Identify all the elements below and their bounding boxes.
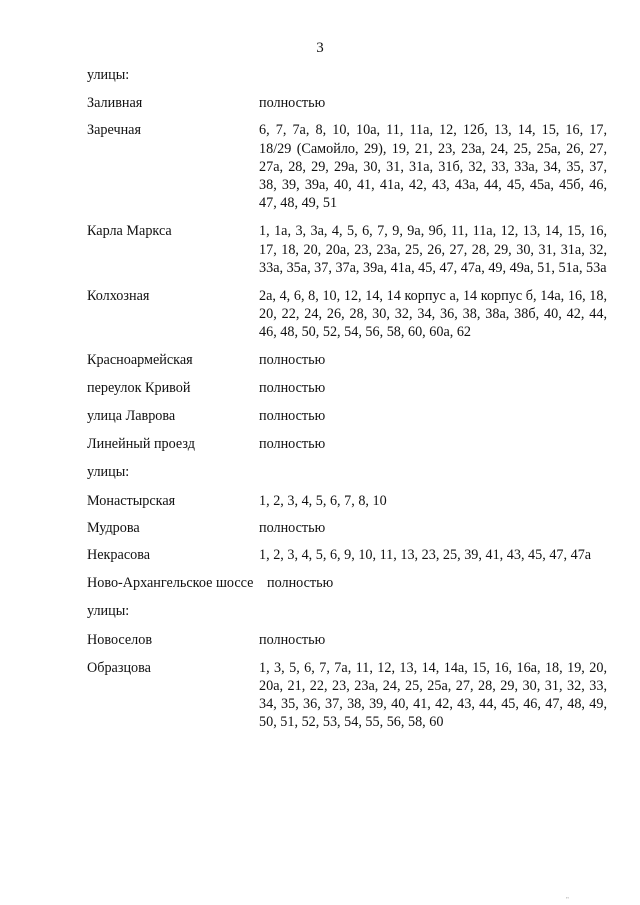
house-numbers: полностью bbox=[267, 575, 334, 592]
street-row-lineyny-proezd bbox=[87, 435, 607, 453]
house-numbers: 1, 3, 5, 6, 7, 7а, 11, 12, 13, 14, 14а, 15, 16, 16а, 18, 19, 20, 20а, 21, 22, 23, 23а, 24, 25, 25а, 27, 28, 29, 30, 31, 32, 33, 34, 35, 36, 37, 38, 39, 40, 41, 42, 43, 44, 45, 46, 47, 48, 49, 50, 51, 52, 53, 54, 55, 56, 58, 60 bbox=[259, 659, 607, 731]
street-row-nekrasova bbox=[87, 546, 607, 564]
street-list bbox=[87, 66, 607, 732]
house-numbers: полностью bbox=[259, 408, 326, 425]
section-label: улицы: bbox=[87, 603, 130, 620]
street-name: Монастырская bbox=[87, 492, 176, 509]
street-row-mudrova bbox=[87, 519, 607, 537]
section-label: улицы: bbox=[87, 464, 130, 481]
house-numbers: полностью bbox=[259, 379, 326, 396]
street-name: Колхозная bbox=[87, 288, 150, 305]
street-row-novoselov bbox=[87, 631, 607, 649]
house-numbers: полностью bbox=[259, 631, 326, 648]
house-numbers: 1, 1а, 3, 3а, 4, 5, 6, 7, 9, 9а, 9б, 11, 11а, 12, 13, 14, 15, 16, 17, 18, 20, 20а, 23, 23а, 25, 26, 27, 28, 29, 30, 31, 31а, 32, 33а, 35а, 37, 37а, 39а, 41а, 45, 47, 47а, 49, 49а, 51, 51а, 53а bbox=[259, 223, 607, 276]
street-name: Мудрова bbox=[87, 519, 140, 536]
street-name: Образцова bbox=[87, 659, 151, 676]
street-name: Заливная bbox=[87, 95, 143, 112]
house-numbers: полностью bbox=[259, 351, 326, 368]
street-name: Линейный проезд bbox=[87, 436, 195, 453]
street-name: Некрасова bbox=[87, 547, 151, 564]
page-number: 3 bbox=[316, 40, 324, 56]
street-row-krasnoarmeyskaya bbox=[87, 351, 607, 369]
footer-mark: " bbox=[566, 896, 569, 904]
street-row-obraztsova bbox=[87, 659, 607, 732]
section-label: улицы: bbox=[87, 67, 130, 83]
street-row-monastyrskaya bbox=[87, 492, 607, 510]
street-name: Ново-Архангельское шоссе bbox=[87, 575, 254, 592]
street-row-karla-marksa bbox=[87, 222, 607, 277]
street-name: Заречная bbox=[87, 122, 141, 139]
street-name: переулок Кривой bbox=[87, 379, 191, 396]
street-row-zarechnaya bbox=[87, 121, 607, 212]
street-name: Красноармейская bbox=[87, 351, 193, 368]
house-numbers: 1, 2, 3, 4, 5, 6, 9, 10, 11, 13, 23, 25, 39, 41, 43, 45, 47, 47а bbox=[259, 547, 592, 564]
street-row-pereulok-krivoy bbox=[87, 379, 607, 397]
street-row-kolkhoznaya bbox=[87, 287, 607, 342]
house-numbers: полностью bbox=[259, 95, 326, 112]
house-numbers: 6, 7, 7а, 8, 10, 10а, 11, 11а, 12, 12б, 13, 14, 15, 16, 17, 18/29 (Самойло, 29), 19, 21, 23, 23а, 24, 25, 25а, 26, 27, 27а, 28, 29, 29а, 30, 31, 31а, 31б, 32, 33, 33а, 34, 35, 37, 38, 39, 39а, 40, 41, 41а, 42, 43, 43а, 44, 45, 45а, 45б, 46, 47, 48, 49, 51 bbox=[259, 122, 607, 212]
street-name: улица Лаврова bbox=[87, 408, 176, 425]
street-name: Новоселов bbox=[87, 631, 153, 648]
house-numbers: 2а, 4, 6, 8, 10, 12, 14, 14 корпус а, 14 корпус б, 14а, 16, 18, 20, 22, 24, 26, 28, 30, 32, 34, 36, 38, 38а, 38б, 40, 42, 44, 46, 48, 50, 52, 54, 56, 58, 60, 60а, 62 bbox=[259, 288, 607, 341]
street-name: Карла Маркса bbox=[87, 223, 172, 240]
street-row-novo-arkhangelskoe-shosse bbox=[87, 574, 607, 592]
house-numbers: полностью bbox=[259, 519, 326, 536]
street-row-zalivnaya bbox=[87, 94, 607, 112]
street-row-lavrova bbox=[87, 407, 607, 425]
house-numbers: 1, 2, 3, 4, 5, 6, 7, 8, 10 bbox=[259, 492, 387, 509]
house-numbers: полностью bbox=[259, 436, 326, 453]
